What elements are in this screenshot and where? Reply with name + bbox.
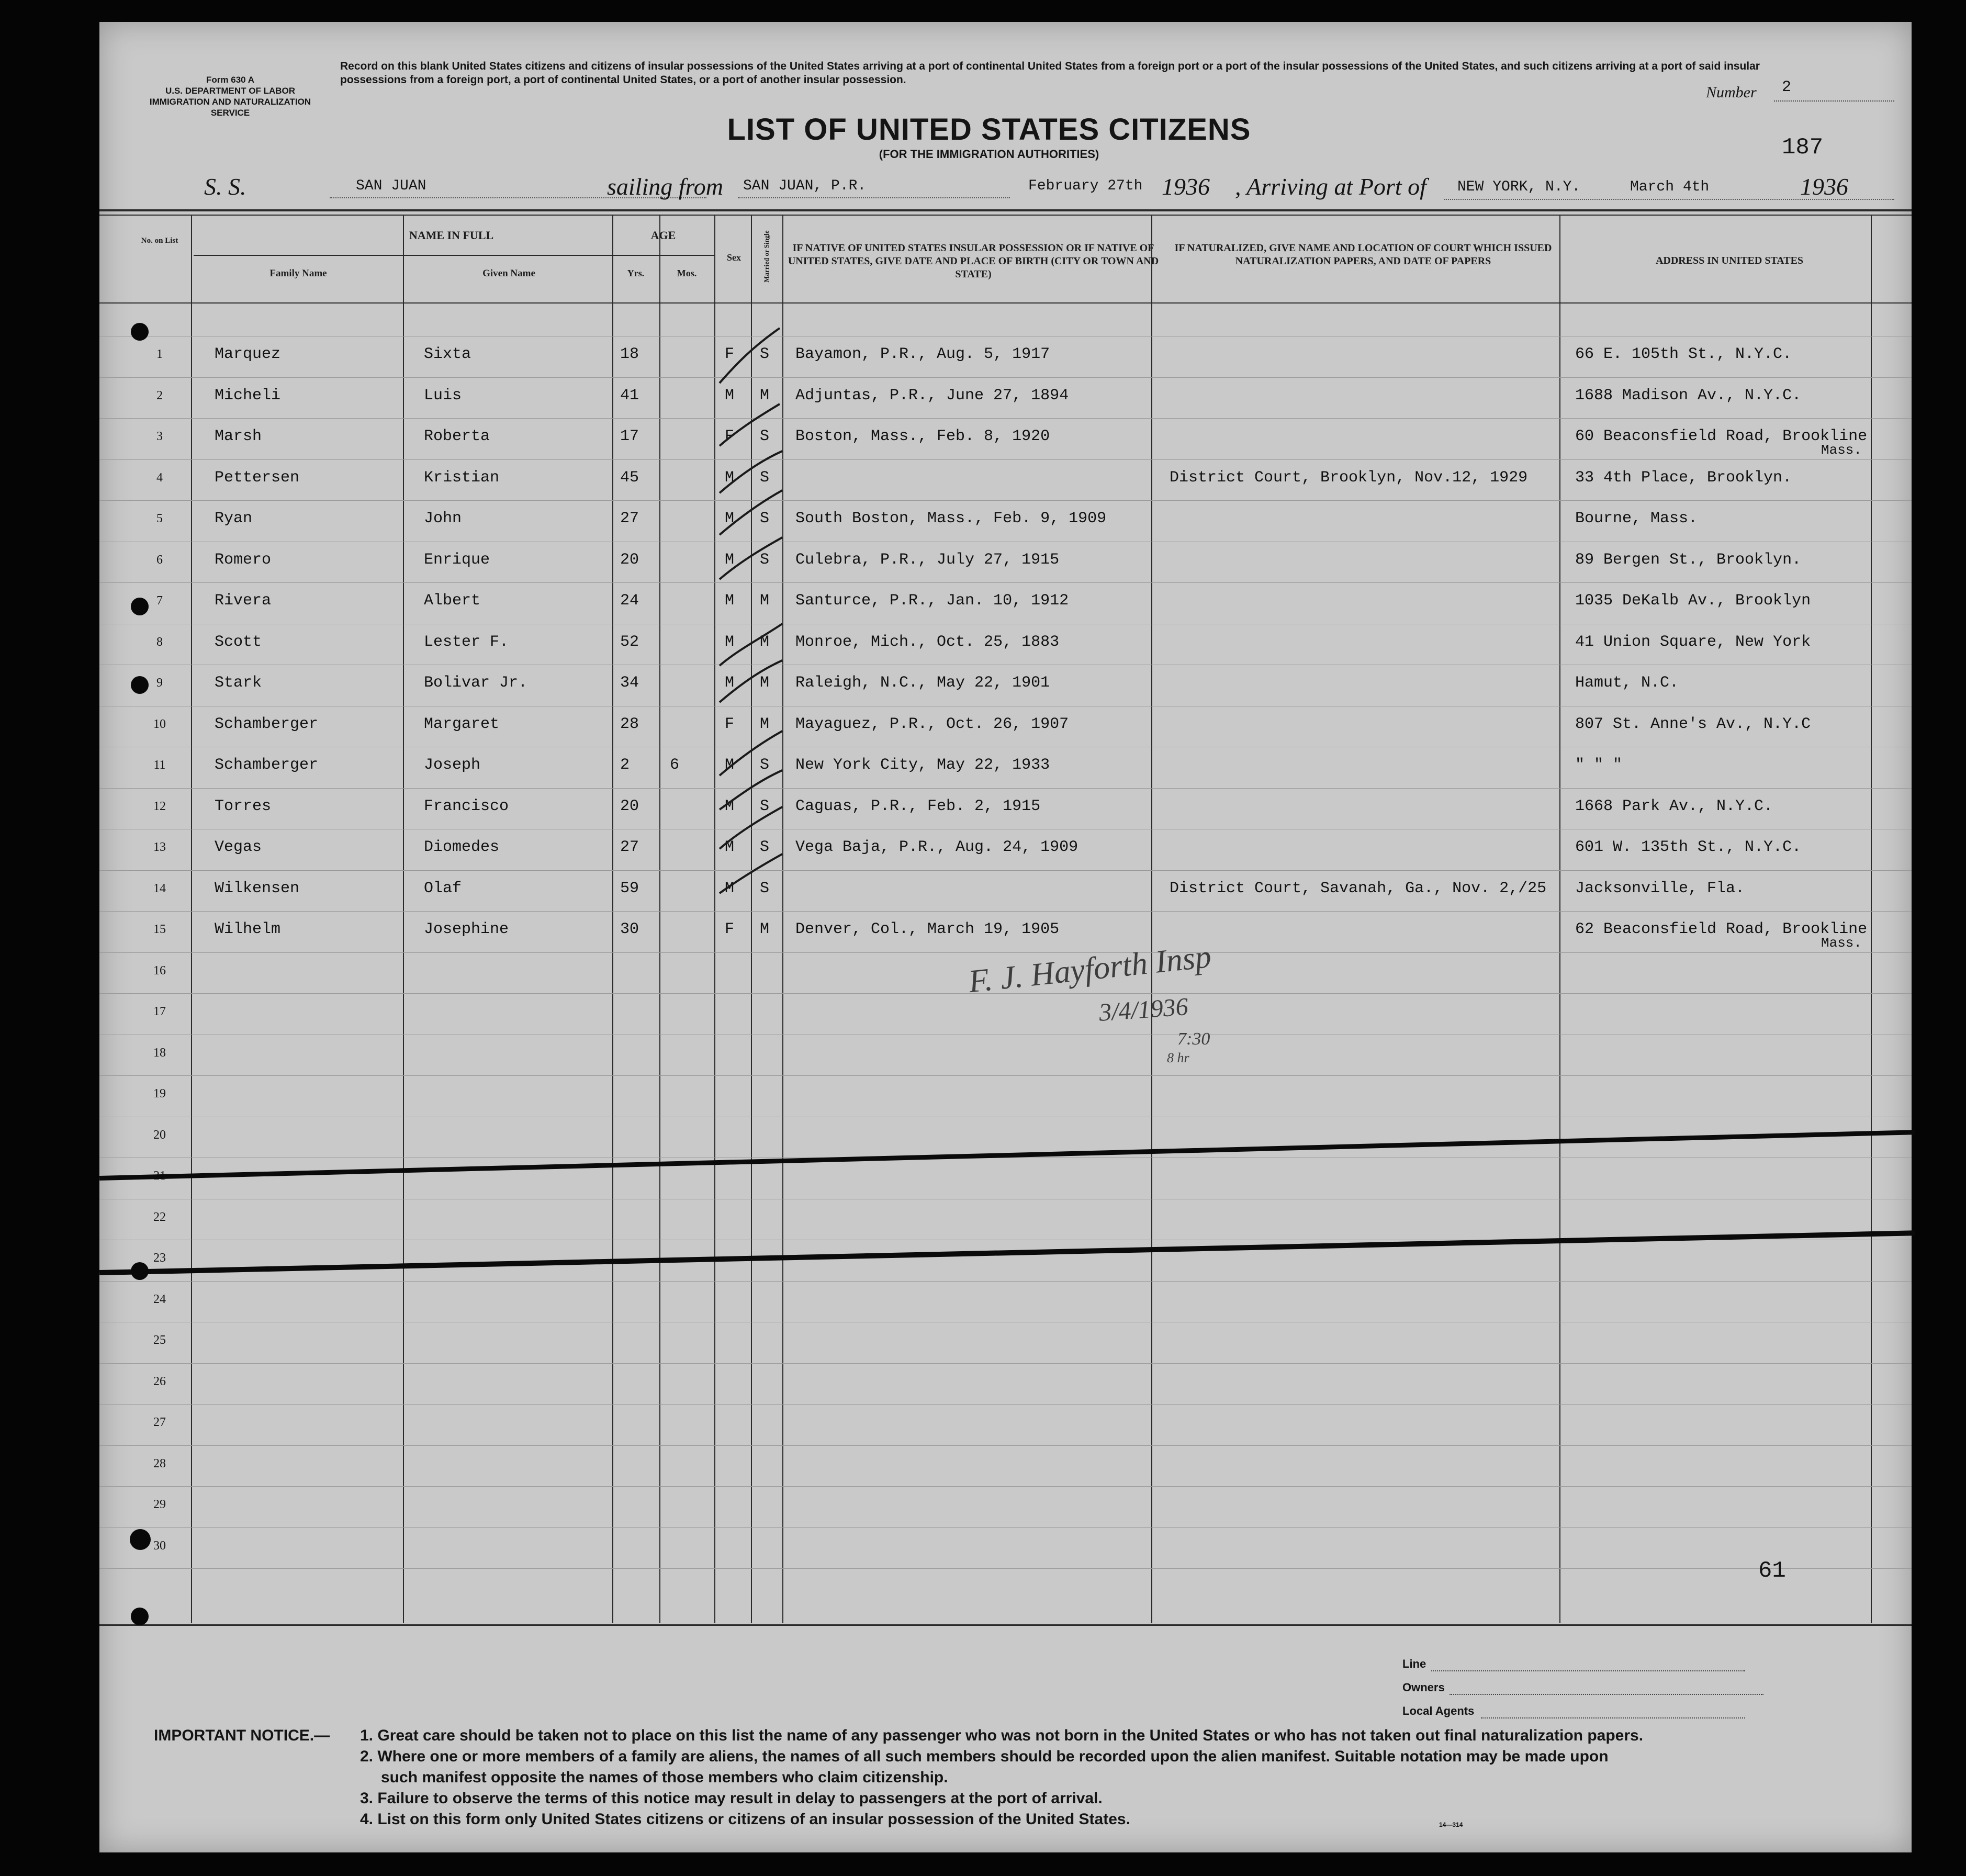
row-number: 1 xyxy=(156,347,163,361)
notice-1: 1. Great care should be taken not to place on this list the name of any passenger who was not born in the United States or who has not taken out final naturalization papers. xyxy=(360,1727,1644,1744)
birthplace-cell: South Boston, Mass., Feb. 9, 1909 xyxy=(795,510,1107,527)
address-cell: 89 Bergen St., Brooklyn. xyxy=(1575,551,1802,569)
punch-hole-3 xyxy=(131,676,149,694)
tick-3 xyxy=(720,451,782,493)
given-name-cell: Olaf xyxy=(424,880,462,897)
page-number: 187 xyxy=(1782,134,1824,161)
row-number: 19 xyxy=(153,1087,166,1100)
sex-cell: F xyxy=(725,428,735,445)
row-rule xyxy=(99,582,1912,583)
family-name-cell: Ryan xyxy=(215,510,253,527)
row-rule xyxy=(99,911,1912,912)
given-name-cell: Francisco xyxy=(424,797,509,815)
age-years-cell: 20 xyxy=(620,551,639,569)
given-name-cell: Kristian xyxy=(424,469,500,487)
given-name-cell: Margaret xyxy=(424,715,500,733)
row-rule xyxy=(99,1568,1912,1569)
marital-status-cell: S xyxy=(760,345,770,363)
print-code: 14—314 xyxy=(1439,1821,1463,1828)
service: IMMIGRATION AND NATURALIZATION SERVICE xyxy=(149,97,311,118)
sex-cell: M xyxy=(725,551,735,569)
notice-3: 3. Failure to observe the terms of this notice may result in delay to passengers at the port of arrival. xyxy=(360,1790,1103,1807)
birthplace-cell: Denver, Col., March 19, 1905 xyxy=(795,920,1060,938)
col-birth: IF NATIVE OF UNITED STATES INSULAR POSSESSION OR IF NATIVE OF UNITED STATES, GIVE DATE AND PLACE OF BIRTH (CITY OR TOWN AND STATE) xyxy=(788,242,1159,280)
address-cell: Jacksonville, Fla. xyxy=(1575,880,1745,897)
col-name-in-full: NAME IN FULL xyxy=(409,229,494,242)
number-label: Number xyxy=(1706,84,1757,101)
page-subtitle: (FOR THE IMMIGRATION AUTHORITIES) xyxy=(879,148,1099,161)
age-months-cell: 6 xyxy=(670,756,680,774)
row-rule xyxy=(99,788,1912,789)
family-name-cell: Wilkensen xyxy=(215,880,300,897)
column-rule xyxy=(191,215,192,1623)
punch-hole-4 xyxy=(131,1262,149,1280)
column-rule xyxy=(1151,215,1152,1623)
form-identifier xyxy=(131,74,330,118)
given-name-cell: Joseph xyxy=(424,756,481,774)
row-number: 10 xyxy=(153,717,166,731)
sex-cell: M xyxy=(725,880,735,897)
marital-status-cell: S xyxy=(760,551,770,569)
row-rule xyxy=(99,1527,1912,1528)
family-name-cell: Schamberger xyxy=(215,715,319,733)
marital-status-cell: S xyxy=(760,510,770,527)
arrival-date: March 4th xyxy=(1630,179,1710,195)
column-rule xyxy=(1871,215,1872,1623)
marital-status-cell: S xyxy=(760,428,770,445)
arrival-year: 1936 xyxy=(1800,173,1848,200)
local-agents-field xyxy=(1481,1717,1745,1718)
notice-2: 2. Where one or more members of a family are aliens, the names of all such members should be recorded upon the alien manifest. Suitable notation may be made upon xyxy=(360,1748,1609,1765)
row-rule xyxy=(99,1075,1912,1076)
table-top-rule xyxy=(99,209,1912,211)
tick-7 xyxy=(720,660,782,702)
punch-hole-5 xyxy=(130,1529,151,1550)
table-bottom-rule xyxy=(99,1624,1912,1626)
header-notice: Record on this blank United States citizens and citizens of insular possessions of the United States arriving at a port of continental United States from a foreign port or a port of the insular possessions of the United States, and such citizens arriving at a port of said insular possessions from a foreign port, a port of continental United States, or a port of another insular possession. xyxy=(340,60,1760,86)
family-name-cell: Marsh xyxy=(215,428,262,445)
form-number: Form 630 A xyxy=(206,75,254,85)
notice-4: 4. List on this form only United States citizens or citizens of an insular possession of the United States. xyxy=(360,1811,1130,1828)
birthplace-cell: Vega Baja, P.R., Aug. 24, 1909 xyxy=(795,838,1079,856)
inspector-signature: F. J. Hayforth Insp xyxy=(967,938,1213,1000)
notice-2-cont: such manifest opposite the names of those members who claim citizenship. xyxy=(381,1769,948,1786)
row-number: 25 xyxy=(153,1333,166,1347)
age-subheader-rule xyxy=(612,255,714,256)
given-name-cell: Diomedes xyxy=(424,838,500,856)
sex-cell: M xyxy=(725,510,735,527)
address-cell: 60 Beaconsfield Road, Brookline xyxy=(1575,428,1868,445)
address-cell: 807 St. Anne's Av., N.Y.C xyxy=(1575,715,1811,733)
manifest-sheet xyxy=(99,22,1912,1852)
age-years-cell: 59 xyxy=(620,880,639,897)
row-number: 27 xyxy=(153,1416,166,1429)
address-cell: 62 Beaconsfield Road, Brookline xyxy=(1575,920,1868,938)
given-name-cell: Albert xyxy=(424,592,481,610)
sex-cell: M xyxy=(725,797,735,815)
punch-hole-1 xyxy=(131,323,149,341)
column-rule xyxy=(714,215,715,1623)
row-number: 17 xyxy=(153,1005,166,1018)
col-yrs: Yrs. xyxy=(627,268,645,278)
row-number: 22 xyxy=(153,1210,166,1224)
age-years-cell: 30 xyxy=(620,920,639,938)
row-rule xyxy=(99,500,1912,501)
marital-status-cell: M xyxy=(760,674,770,692)
cancel-line-lower xyxy=(99,1230,1915,1275)
ship-name: SAN JUAN xyxy=(356,178,426,194)
address-cell: 41 Union Square, New York xyxy=(1575,633,1811,651)
sailing-line xyxy=(738,197,1010,198)
birthplace-cell: Monroe, Mich., Oct. 25, 1883 xyxy=(795,633,1060,651)
departure-date: February 27th xyxy=(1028,178,1143,194)
col-naturalized: IF NATURALIZED, GIVE NAME AND LOCATION OF COURT WHICH ISSUED NATURALIZATION PAPERS, AND DATE OF PAPERS xyxy=(1174,242,1552,267)
row-rule xyxy=(99,1445,1912,1446)
naturalization-court-cell: District Court, Brooklyn, Nov.12, 1929 xyxy=(1170,469,1528,487)
tick-6 xyxy=(720,624,782,666)
age-years-cell: 34 xyxy=(620,674,639,692)
address-line-2-cell: Mass. xyxy=(1821,935,1862,951)
tick-marks xyxy=(717,305,811,948)
row-number: 2 xyxy=(156,389,163,402)
number-value: 2 xyxy=(1782,78,1792,96)
birthplace-cell: Bayamon, P.R., Aug. 5, 1917 xyxy=(795,345,1050,363)
number-line xyxy=(1774,100,1894,102)
birthplace-cell: Caguas, P.R., Feb. 2, 1915 xyxy=(795,797,1041,815)
arrival-port: NEW YORK, N.Y. xyxy=(1457,179,1581,195)
sex-cell: M xyxy=(725,592,735,610)
row-number: 23 xyxy=(153,1251,166,1265)
age-years-cell: 45 xyxy=(620,469,639,487)
col-married-single: Married or Single xyxy=(762,230,770,283)
sex-cell: F xyxy=(725,715,735,733)
marital-status-cell: M xyxy=(760,715,770,733)
marital-status-cell: M xyxy=(760,633,770,651)
birthplace-cell: Boston, Mass., Feb. 8, 1920 xyxy=(795,428,1050,445)
marital-status-cell: M xyxy=(760,387,770,405)
address-cell: 1688 Madison Av., N.Y.C. xyxy=(1575,387,1802,405)
row-number: 6 xyxy=(156,553,163,567)
important-notice-label: IMPORTANT NOTICE.— xyxy=(154,1727,330,1744)
sex-cell: M xyxy=(725,674,735,692)
given-name-cell: Luis xyxy=(424,387,462,405)
owners-label: Owners xyxy=(1402,1681,1445,1694)
tick-8 xyxy=(720,731,782,776)
signature-extra: 8 hr xyxy=(1167,1050,1189,1065)
row-rule xyxy=(99,459,1912,460)
column-rule xyxy=(612,215,613,1623)
family-name-cell: Marquez xyxy=(215,345,281,363)
col-age: AGE xyxy=(650,229,676,242)
row-number: 26 xyxy=(153,1375,166,1388)
departure-year: 1936 xyxy=(1162,173,1210,200)
column-rule xyxy=(1559,215,1560,1623)
address-line-2-cell: Mass. xyxy=(1821,442,1862,458)
age-years-cell: 18 xyxy=(620,345,639,363)
tick-2 xyxy=(720,404,780,446)
age-years-cell: 17 xyxy=(620,428,639,445)
given-name-cell: Sixta xyxy=(424,345,471,363)
family-name-cell: Scott xyxy=(215,633,262,651)
birthplace-cell: Santurce, P.R., Jan. 10, 1912 xyxy=(795,592,1069,610)
table-header-rule xyxy=(99,302,1912,304)
given-name-cell: Enrique xyxy=(424,551,490,569)
sex-cell: M xyxy=(725,469,735,487)
given-name-cell: Josephine xyxy=(424,920,509,938)
birthplace-cell: Mayaguez, P.R., Oct. 26, 1907 xyxy=(795,715,1069,733)
family-name-cell: Pettersen xyxy=(215,469,300,487)
row-rule xyxy=(99,1486,1912,1487)
birthplace-cell: Adjuntas, P.R., June 27, 1894 xyxy=(795,387,1069,405)
sex-cell: F xyxy=(725,920,735,938)
page-title: LIST OF UNITED STATES CITIZENS xyxy=(727,113,1251,147)
row-number: 18 xyxy=(153,1046,166,1060)
row-number: 29 xyxy=(153,1498,166,1511)
arriving-label: , Arriving at Port of xyxy=(1235,173,1426,200)
row-number: 4 xyxy=(156,471,163,485)
address-cell: " " " xyxy=(1575,756,1623,774)
local-agents-label: Local Agents xyxy=(1402,1704,1475,1717)
age-years-cell: 24 xyxy=(620,592,639,610)
sex-cell: M xyxy=(725,633,735,651)
col-mos: Mos. xyxy=(677,268,697,278)
bottom-count: 61 xyxy=(1758,1558,1786,1584)
tick-4 xyxy=(720,490,782,535)
row-number: 16 xyxy=(153,964,166,978)
col-given-name: Given Name xyxy=(482,268,535,279)
age-years-cell: 28 xyxy=(620,715,639,733)
line-field xyxy=(1431,1670,1745,1671)
row-rule xyxy=(99,1281,1912,1282)
marital-status-cell: S xyxy=(760,756,770,774)
row-number: 3 xyxy=(156,430,163,443)
marital-status-cell: S xyxy=(760,880,770,897)
tick-11 xyxy=(720,854,782,893)
family-name-cell: Wilhelm xyxy=(215,920,281,938)
col-address: ADDRESS IN UNITED STATES xyxy=(1655,255,1804,266)
sailing-from-label: sailing from xyxy=(607,173,723,200)
address-cell: 66 E. 105th St., N.Y.C. xyxy=(1575,345,1792,363)
address-cell: 1668 Park Av., N.Y.C. xyxy=(1575,797,1773,815)
owners-field xyxy=(1450,1694,1763,1695)
cancel-line-upper xyxy=(99,1130,1915,1181)
row-number: 14 xyxy=(153,882,166,895)
row-number: 24 xyxy=(153,1293,166,1306)
department: U.S. DEPARTMENT OF LABOR xyxy=(165,86,296,96)
row-number: 9 xyxy=(156,676,163,690)
col-no-on-list: No. on List xyxy=(141,237,178,245)
ss-label: S. S. xyxy=(204,173,246,200)
line-label: Line xyxy=(1402,1657,1426,1670)
col-sex: Sex xyxy=(727,252,741,263)
tick-10 xyxy=(720,807,782,849)
address-cell: Hamut, N.C. xyxy=(1575,674,1679,692)
tick-9 xyxy=(720,770,782,810)
row-number: 13 xyxy=(153,840,166,854)
age-years-cell: 20 xyxy=(620,797,639,815)
marital-status-cell: S xyxy=(760,469,770,487)
address-cell: 1035 DeKalb Av., Brooklyn xyxy=(1575,592,1811,610)
marital-status-cell: M xyxy=(760,592,770,610)
address-cell: 601 W. 135th St., N.Y.C. xyxy=(1575,838,1802,856)
row-number: 12 xyxy=(153,800,166,813)
row-number: 15 xyxy=(153,923,166,936)
family-name-cell: Torres xyxy=(215,797,272,815)
given-name-cell: Roberta xyxy=(424,428,490,445)
tick-1 xyxy=(720,328,780,383)
marital-status-cell: M xyxy=(760,920,770,938)
family-name-cell: Micheli xyxy=(215,387,281,405)
punch-hole-2 xyxy=(131,598,149,615)
row-rule xyxy=(99,1363,1912,1364)
row-number: 28 xyxy=(153,1457,166,1470)
col-family-name: Family Name xyxy=(269,268,327,279)
signature-time: 7:30 xyxy=(1177,1029,1210,1049)
given-name-cell: Lester F. xyxy=(424,633,509,651)
age-years-cell: 27 xyxy=(620,838,639,856)
family-name-cell: Romero xyxy=(215,551,272,569)
family-name-cell: Vegas xyxy=(215,838,262,856)
row-rule xyxy=(99,1404,1912,1405)
column-rule xyxy=(403,215,404,1623)
punch-hole-6 xyxy=(131,1608,149,1625)
family-name-cell: Rivera xyxy=(215,592,272,610)
row-number: 20 xyxy=(153,1128,166,1142)
given-name-cell: John xyxy=(424,510,462,527)
sex-cell: M xyxy=(725,756,735,774)
birthplace-cell: New York City, May 22, 1933 xyxy=(795,756,1050,774)
birthplace-cell: Raleigh, N.C., May 22, 1901 xyxy=(795,674,1050,692)
marital-status-cell: S xyxy=(760,838,770,856)
row-rule xyxy=(99,952,1912,953)
naturalization-court-cell: District Court, Savanah, Ga., Nov. 2,/25 xyxy=(1170,880,1547,897)
row-rule xyxy=(99,418,1912,419)
row-number: 5 xyxy=(156,512,163,525)
tick-strokes xyxy=(720,328,782,893)
age-years-cell: 2 xyxy=(620,756,630,774)
sex-cell: M xyxy=(725,387,735,405)
row-rule xyxy=(99,377,1912,378)
address-cell: Bourne, Mass. xyxy=(1575,510,1698,527)
row-number: 8 xyxy=(156,635,163,649)
age-years-cell: 52 xyxy=(620,633,639,651)
family-name-cell: Schamberger xyxy=(215,756,319,774)
column-rule xyxy=(659,215,660,1623)
marital-status-cell: S xyxy=(760,797,770,815)
address-cell: 33 4th Place, Brooklyn. xyxy=(1575,469,1792,487)
row-number: 11 xyxy=(153,758,166,772)
row-number: 30 xyxy=(153,1539,166,1553)
birthplace-cell: Culebra, P.R., July 27, 1915 xyxy=(795,551,1060,569)
age-years-cell: 27 xyxy=(620,510,639,527)
table-top-rule-2 xyxy=(99,215,1912,216)
signature-date: 3/4/1936 xyxy=(1098,993,1189,1027)
row-rule xyxy=(99,870,1912,871)
row-number: 7 xyxy=(156,594,163,608)
sex-cell: F xyxy=(725,345,735,363)
given-name-cell: Bolivar Jr. xyxy=(424,674,528,692)
tick-5 xyxy=(720,537,782,579)
age-years-cell: 41 xyxy=(620,387,639,405)
family-name-cell: Stark xyxy=(215,674,262,692)
sailing-from: SAN JUAN, P.R. xyxy=(743,178,867,194)
sex-cell: M xyxy=(725,838,735,856)
